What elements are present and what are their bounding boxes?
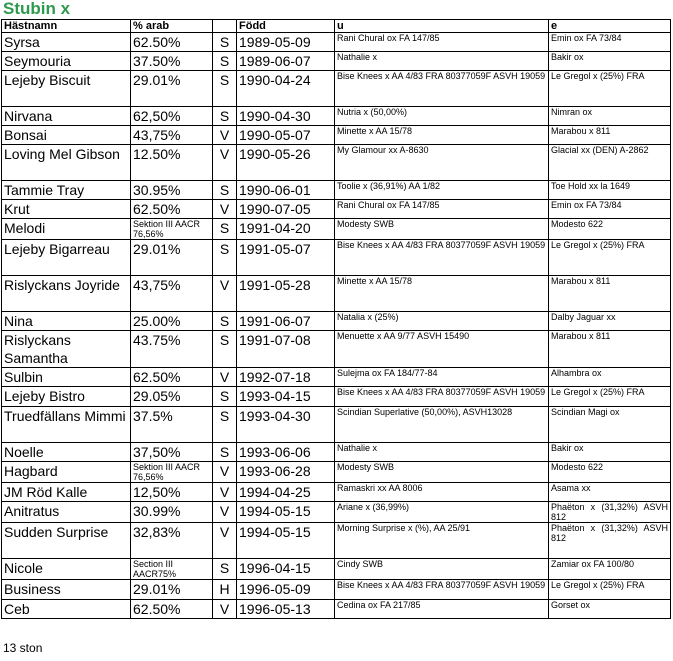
sire-cell: Le Gregol x (25%) FRA bbox=[549, 387, 671, 407]
arab-percent-cell: 12,50% bbox=[131, 483, 213, 502]
arab-percent-cell: 29.01% bbox=[131, 580, 213, 600]
arab-percent-cell: Section III AACR75% bbox=[131, 559, 213, 580]
born-date-cell: 1990-07-05 bbox=[237, 200, 335, 219]
sex-cell: S bbox=[213, 107, 237, 126]
sex-cell: S bbox=[213, 387, 237, 407]
table-row bbox=[2, 387, 671, 407]
dam-cell: Modesty SWB bbox=[335, 219, 549, 240]
footer-note: 13 ston bbox=[3, 641, 43, 655]
sex-cell: V bbox=[213, 600, 237, 619]
horse-name-cell: Nina bbox=[2, 312, 131, 331]
sire-cell: Marabou x 811 bbox=[549, 126, 671, 145]
dam-cell: Bise Knees x AA 4/83 FRA 80377059F ASVH 19059 bbox=[335, 71, 549, 107]
born-date-cell: 1993-06-28 bbox=[237, 462, 335, 483]
horse-name-cell: Truedfällans Mimmi bbox=[2, 407, 131, 443]
header-row bbox=[2, 20, 671, 33]
table-row bbox=[2, 443, 671, 462]
header-u: u bbox=[335, 20, 549, 33]
horse-name-cell: Rislyckans Samantha bbox=[2, 331, 131, 368]
dam-cell: Minette x AA 15/78 bbox=[335, 276, 549, 312]
sex-cell: S bbox=[213, 312, 237, 331]
dam-cell: Menuette x AA 9/77 ASVH 15490 bbox=[335, 331, 549, 368]
sex-cell: V bbox=[213, 126, 237, 145]
header-e: e bbox=[549, 20, 671, 33]
dam-cell: Minette x AA 15/78 bbox=[335, 126, 549, 145]
dam-cell: Nathalie x bbox=[335, 443, 549, 462]
sex-cell: S bbox=[213, 71, 237, 107]
sire-cell: Bakir ox bbox=[549, 52, 671, 71]
born-date-cell: 1994-05-15 bbox=[237, 523, 335, 559]
arab-percent-cell: 62.50% bbox=[131, 600, 213, 619]
dam-cell: Ariane x (36,99%) bbox=[335, 502, 549, 523]
arab-percent-cell: 62.50% bbox=[131, 368, 213, 387]
sex-cell: S bbox=[213, 52, 237, 71]
horse-name-cell: Business bbox=[2, 580, 131, 600]
header-arab: % arab bbox=[131, 20, 213, 33]
sire-cell: Marabou x 811 bbox=[549, 276, 671, 312]
horse-name-cell: Ceb bbox=[2, 600, 131, 619]
born-date-cell: 1992-07-18 bbox=[237, 368, 335, 387]
dam-cell: Scindian Superlative (50,00%), ASVH13028 bbox=[335, 407, 549, 443]
table-row bbox=[2, 107, 671, 126]
dam-cell: Rani Chural ox FA 147/85 bbox=[335, 33, 549, 52]
sire-cell: Alhambra ox bbox=[549, 368, 671, 387]
born-date-cell: 1989-06-07 bbox=[237, 52, 335, 71]
arab-percent-cell: 62,50% bbox=[131, 107, 213, 126]
sex-cell: S bbox=[213, 407, 237, 443]
sex-cell: V bbox=[213, 483, 237, 502]
horse-name-cell: Loving Mel Gibson bbox=[2, 145, 131, 181]
arab-percent-cell: 30.99% bbox=[131, 502, 213, 523]
horse-name-cell: Bonsai bbox=[2, 126, 131, 145]
horse-name-cell: Noelle bbox=[2, 443, 131, 462]
horse-name-cell: Tammie Tray bbox=[2, 181, 131, 200]
sex-cell: S bbox=[213, 559, 237, 580]
table-row bbox=[2, 312, 671, 331]
born-date-cell: 1993-04-15 bbox=[237, 387, 335, 407]
dam-cell: My Glamour xx A-8630 bbox=[335, 145, 549, 181]
born-date-cell: 1996-05-13 bbox=[237, 600, 335, 619]
born-date-cell: 1990-04-30 bbox=[237, 107, 335, 126]
sex-cell: S bbox=[213, 219, 237, 240]
dam-cell: Toolie x (36,91%) AA 1/82 bbox=[335, 181, 549, 200]
table-row bbox=[2, 200, 671, 219]
table-row bbox=[2, 580, 671, 600]
sex-cell: V bbox=[213, 502, 237, 523]
horse-name-cell: JM Röd Kalle bbox=[2, 483, 131, 502]
horse-name-cell: Hagbard bbox=[2, 462, 131, 483]
sex-cell: S bbox=[213, 443, 237, 462]
born-date-cell: 1993-06-06 bbox=[237, 443, 335, 462]
horse-name-cell: Nicole bbox=[2, 559, 131, 580]
sex-cell: S bbox=[213, 181, 237, 200]
table-row bbox=[2, 71, 671, 107]
table-row bbox=[2, 219, 671, 240]
horse-name-cell: Sudden Surprise bbox=[2, 523, 131, 559]
table-row bbox=[2, 145, 671, 181]
dam-cell: Nutria x (50,00%) bbox=[335, 107, 549, 126]
sex-cell: S bbox=[213, 33, 237, 52]
arab-percent-cell: 62.50% bbox=[131, 33, 213, 52]
born-date-cell: 1994-04-25 bbox=[237, 483, 335, 502]
sire-cell: Le Gregol x (25%) FRA bbox=[549, 71, 671, 107]
sex-cell: S bbox=[213, 240, 237, 276]
arab-percent-cell: 43.75% bbox=[131, 331, 213, 368]
born-date-cell: 1990-06-01 bbox=[237, 181, 335, 200]
arab-percent-cell: 37.50% bbox=[131, 52, 213, 71]
born-date-cell: 1994-05-15 bbox=[237, 502, 335, 523]
sire-cell: Modesto 622 bbox=[549, 462, 671, 483]
born-date-cell: 1996-04-15 bbox=[237, 559, 335, 580]
horse-name-cell: Rislyckans Joyride bbox=[2, 276, 131, 312]
arab-percent-cell: Sektion III AACR 76,56% bbox=[131, 219, 213, 240]
sire-cell: Phaëton x (31,32%) ASVH 812 bbox=[549, 523, 671, 559]
sire-cell: Bakir ox bbox=[549, 443, 671, 462]
sex-cell: V bbox=[213, 523, 237, 559]
sire-cell: Scindian Magi ox bbox=[549, 407, 671, 443]
arab-percent-cell: 37.5% bbox=[131, 407, 213, 443]
sex-cell: V bbox=[213, 276, 237, 312]
sire-cell: Marabou x 811 bbox=[549, 331, 671, 368]
sire-cell: Asama xx bbox=[549, 483, 671, 502]
dam-cell: Cindy SWB bbox=[335, 559, 549, 580]
table-row bbox=[2, 240, 671, 276]
dam-cell: Modesty SWB bbox=[335, 462, 549, 483]
page-title: Stubin x bbox=[3, 0, 71, 18]
born-date-cell: 1990-04-24 bbox=[237, 71, 335, 107]
dam-cell: Ramaskri xx AA 8006 bbox=[335, 483, 549, 502]
table-row bbox=[2, 276, 671, 312]
sex-cell: S bbox=[213, 331, 237, 368]
sire-cell: Modesto 622 bbox=[549, 219, 671, 240]
sire-cell: Phaëton x (31,32%) ASVH 812 bbox=[549, 502, 671, 523]
arab-percent-cell: Sektion III AACR 76,56% bbox=[131, 462, 213, 483]
horse-name-cell: Lejeby Biscuit bbox=[2, 71, 131, 107]
table-row bbox=[2, 559, 671, 580]
arab-percent-cell: 12.50% bbox=[131, 145, 213, 181]
arab-percent-cell: 43,75% bbox=[131, 126, 213, 145]
dam-cell: Bise Knees x AA 4/83 FRA 80377059F ASVH 19059 bbox=[335, 240, 549, 276]
table-row bbox=[2, 462, 671, 483]
horse-name-cell: Krut bbox=[2, 200, 131, 219]
sire-cell: Le Gregol x (25%) FRA bbox=[549, 580, 671, 600]
header-sex bbox=[213, 20, 237, 33]
table-row bbox=[2, 483, 671, 502]
born-date-cell: 1989-05-09 bbox=[237, 33, 335, 52]
horse-name-cell: Lejeby Bigarreau bbox=[2, 240, 131, 276]
sex-cell: V bbox=[213, 368, 237, 387]
horse-name-cell: Nirvana bbox=[2, 107, 131, 126]
table-row bbox=[2, 502, 671, 523]
horse-name-cell: Anitratus bbox=[2, 502, 131, 523]
dam-cell: Morning Surprise x (%), AA 25/91 bbox=[335, 523, 549, 559]
table-row bbox=[2, 368, 671, 387]
table-row bbox=[2, 33, 671, 52]
arab-percent-cell: 29.01% bbox=[131, 71, 213, 107]
table-row bbox=[2, 181, 671, 200]
header-born: Född bbox=[237, 20, 335, 33]
horse-table bbox=[1, 19, 671, 619]
header-name: Hästnamn bbox=[2, 20, 131, 33]
born-date-cell: 1996-05-09 bbox=[237, 580, 335, 600]
table-row bbox=[2, 407, 671, 443]
horse-name-cell: Lejeby Bistro bbox=[2, 387, 131, 407]
arab-percent-cell: 37,50% bbox=[131, 443, 213, 462]
dam-cell: Natalia x (25%) bbox=[335, 312, 549, 331]
arab-percent-cell: 62.50% bbox=[131, 200, 213, 219]
born-date-cell: 1991-04-20 bbox=[237, 219, 335, 240]
sire-cell: Glacial xx (DEN) A-2862 bbox=[549, 145, 671, 181]
horse-name-cell: Syrsa bbox=[2, 33, 131, 52]
born-date-cell: 1990-05-07 bbox=[237, 126, 335, 145]
born-date-cell: 1990-05-26 bbox=[237, 145, 335, 181]
dam-cell: Cedina ox FA 217/85 bbox=[335, 600, 549, 619]
sire-cell: Gorset ox bbox=[549, 600, 671, 619]
sire-cell: Toe Hold xx la 1649 bbox=[549, 181, 671, 200]
born-date-cell: 1991-05-07 bbox=[237, 240, 335, 276]
dam-cell: Bise Knees x AA 4/83 FRA 80377059F ASVH 19059 bbox=[335, 387, 549, 407]
table-row bbox=[2, 523, 671, 559]
born-date-cell: 1993-04-30 bbox=[237, 407, 335, 443]
table-row bbox=[2, 331, 671, 368]
sire-cell: Emin ox FA 73/84 bbox=[549, 200, 671, 219]
arab-percent-cell: 29.05% bbox=[131, 387, 213, 407]
horse-name-cell: Sulbin bbox=[2, 368, 131, 387]
arab-percent-cell: 30.95% bbox=[131, 181, 213, 200]
born-date-cell: 1991-07-08 bbox=[237, 331, 335, 368]
dam-cell: Sulejma ox FA 184/77-84 bbox=[335, 368, 549, 387]
arab-percent-cell: 25.00% bbox=[131, 312, 213, 331]
sire-cell: Zamiar ox FA 100/80 bbox=[549, 559, 671, 580]
table-row bbox=[2, 600, 671, 619]
sex-cell: V bbox=[213, 200, 237, 219]
horse-name-cell: Melodi bbox=[2, 219, 131, 240]
sex-cell: V bbox=[213, 462, 237, 483]
dam-cell: Nathalie x bbox=[335, 52, 549, 71]
sire-cell: Dalby Jaguar xx bbox=[549, 312, 671, 331]
sire-cell: Nimran ox bbox=[549, 107, 671, 126]
arab-percent-cell: 32,83% bbox=[131, 523, 213, 559]
table-row bbox=[2, 126, 671, 145]
sire-cell: Emin ox FA 73/84 bbox=[549, 33, 671, 52]
sex-cell: H bbox=[213, 580, 237, 600]
born-date-cell: 1991-06-07 bbox=[237, 312, 335, 331]
table-row bbox=[2, 52, 671, 71]
arab-percent-cell: 29.01% bbox=[131, 240, 213, 276]
dam-cell: Bise Knees x AA 4/83 FRA 80377059F ASVH 19059 bbox=[335, 580, 549, 600]
arab-percent-cell: 43,75% bbox=[131, 276, 213, 312]
sire-cell: Le Gregol x (25%) FRA bbox=[549, 240, 671, 276]
born-date-cell: 1991-05-28 bbox=[237, 276, 335, 312]
sex-cell: V bbox=[213, 145, 237, 181]
horse-name-cell: Seymouria bbox=[2, 52, 131, 71]
dam-cell: Rani Chural ox FA 147/85 bbox=[335, 200, 549, 219]
